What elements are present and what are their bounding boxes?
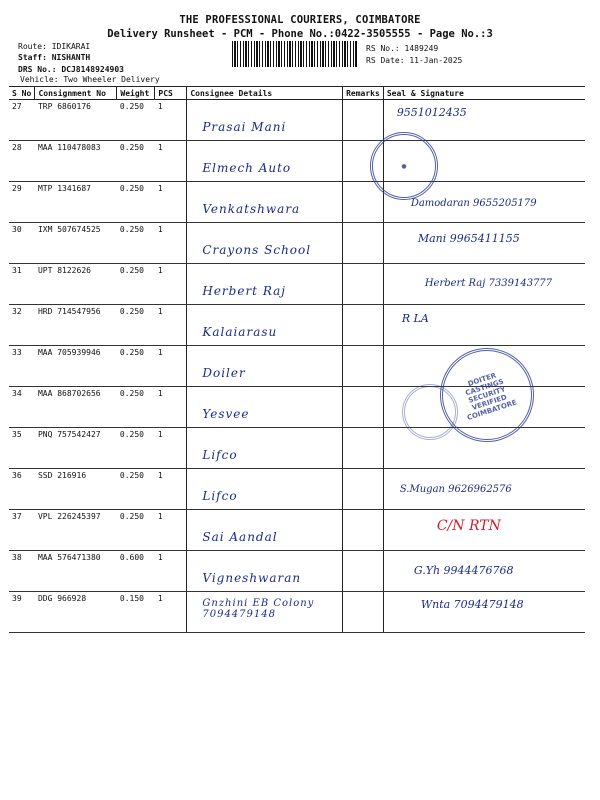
cell-sno: 39 [9,592,35,633]
cell-weight: 0.250 [117,387,155,428]
cell-weight: 0.250 [117,510,155,551]
table-row [9,264,585,305]
staff-label: Staff: NISHANTH [18,53,91,62]
col-consignee-details: Consignee Details [187,87,343,100]
page-subtitle: Delivery Runsheet - PCM - Phone No.:0422-3505555 - Page No.:3 [107,28,493,40]
cell-remarks [343,305,384,346]
cell-consignment-no: MAA 705939946 [35,346,117,387]
signature: Herbert Raj 7339143777 [424,278,553,289]
cell-consignee-details [187,428,343,469]
cell-pcs: 1 [155,551,187,592]
cell-consignee-details [187,346,343,387]
cell-sno: 27 [9,100,35,141]
rs-number: RS No.: 1489249 [366,44,439,53]
vehicle-label: Vehicle: Two Wheeler Delivery [20,75,160,84]
drs-number: DRS No.: DCJ8148924903 [18,65,124,74]
col-sno: S No [9,87,35,100]
consignee-name: Gnzhini EB Colony 7094479148 [202,598,315,620]
consignee-name: Lifco [202,448,238,462]
consignee-name: Venkatshwara [202,202,301,216]
cell-pcs: 1 [155,510,187,551]
cell-consignee-details [187,510,343,551]
cell-remarks [343,592,384,633]
consignee-name: Vigneshwaran [202,571,302,585]
consignee-name: Lifco [202,489,238,503]
table-row [9,592,585,633]
table-row [9,510,585,551]
cell-consignment-no: TRP 6860176 [35,100,117,141]
cell-pcs: 1 [155,428,187,469]
cell-consignment-no: VPL 226245397 [35,510,117,551]
cell-seal-signature [383,264,585,305]
cell-pcs: 1 [155,592,187,633]
cell-consignee-details [187,100,343,141]
cell-remarks [343,387,384,428]
cell-consignee-details [187,141,343,182]
cell-seal-signature [383,551,585,592]
cell-remarks [343,264,384,305]
cell-pcs: 1 [155,387,187,428]
cell-consignee-details [187,182,343,223]
cell-sno: 33 [9,346,35,387]
cell-pcs: 1 [155,182,187,223]
consignee-name: Doiler [202,366,246,380]
cell-sno: 31 [9,264,35,305]
table-row [9,551,585,592]
table-row [9,305,585,346]
signature: Mani 9965411155 [417,232,520,245]
col-pcs: PCS [155,87,187,100]
cell-weight: 0.250 [117,428,155,469]
circular-stamp: ● [370,132,438,200]
stamp-text: DOITER CASTINGS SECURITY VERIFIED COIMBATORE [464,371,518,423]
consignee-name: Herbert Raj [202,284,287,298]
cell-consignment-no: MAA 110478083 [35,141,117,182]
cell-consignee-details [187,223,343,264]
signature: C/N RTN [436,518,501,534]
col-remarks: Remarks [343,87,384,100]
cell-sno: 37 [9,510,35,551]
col-seal-signature: Seal & Signature [383,87,585,100]
cell-remarks [343,100,384,141]
cell-weight: 0.250 [117,223,155,264]
cell-pcs: 1 [155,264,187,305]
consignee-name: Elmech Auto [202,161,292,175]
cell-consignment-no: MAA 576471380 [35,551,117,592]
cell-consignment-no: UPT 8122626 [35,264,117,305]
cell-seal-signature [383,223,585,264]
cell-consignee-details [187,305,343,346]
table-row [9,182,585,223]
cell-seal-signature [383,592,585,633]
signature: R LA [401,312,429,325]
consignee-name: Prasai Mani [202,120,287,134]
cell-pcs: 1 [155,223,187,264]
cell-weight: 0.250 [117,305,155,346]
cell-weight: 0.250 [117,264,155,305]
cell-pcs: 1 [155,469,187,510]
cell-consignment-no: SSD 216916 [35,469,117,510]
table-row [9,141,585,182]
cell-consignment-no: DDG 966928 [35,592,117,633]
cell-seal-signature [383,469,585,510]
cell-consignment-no: MTP 1341687 [35,182,117,223]
cell-weight: 0.250 [117,182,155,223]
cell-weight: 0.250 [117,141,155,182]
cell-remarks [343,223,384,264]
cell-remarks [343,510,384,551]
cell-consignment-no: MAA 868702656 [35,387,117,428]
route-label: Route: IDIKARAI [18,42,91,51]
signature: 9551012435 [396,106,467,119]
cell-weight: 0.600 [117,551,155,592]
barcode [232,41,358,67]
cell-seal-signature [383,305,585,346]
consignee-name: Crayons School [202,243,312,257]
cell-remarks [343,346,384,387]
cell-sno: 34 [9,387,35,428]
consignee-name: Yesvee [202,407,250,421]
cell-seal-signature [383,510,585,551]
cell-sno: 30 [9,223,35,264]
cell-weight: 0.150 [117,592,155,633]
table-row [9,100,585,141]
cell-consignee-details [187,264,343,305]
table-row [9,469,585,510]
rs-date: RS Date: 11-Jan-2025 [366,56,463,65]
cell-pcs: 1 [155,305,187,346]
cell-consignee-details [187,469,343,510]
signature: Damodaran 9655205179 [410,198,537,209]
cell-sno: 35 [9,428,35,469]
signature: Wnta 7094479148 [420,598,524,611]
signature: S.Mugan 9626962576 [399,484,512,495]
cell-consignment-no: PNQ 757542427 [35,428,117,469]
cell-consignment-no: IXM 507674525 [35,223,117,264]
consignee-name: Kalaiarasu [202,325,278,339]
cell-pcs: 1 [155,141,187,182]
cell-sno: 38 [9,551,35,592]
table-row [9,223,585,264]
cell-consignee-details [187,551,343,592]
cell-consignment-no: HRD 714547956 [35,305,117,346]
cell-remarks [343,551,384,592]
col-weight: Weight [117,87,155,100]
table-header-row [9,87,585,100]
cell-remarks [343,428,384,469]
cell-sno: 32 [9,305,35,346]
signature: G.Yh 9944476768 [413,564,514,577]
cell-sno: 36 [9,469,35,510]
cell-weight: 0.250 [117,346,155,387]
cell-weight: 0.250 [117,469,155,510]
cell-consignee-details [187,592,343,633]
page-title: THE PROFESSIONAL COURIERS, COIMBATORE [179,14,421,26]
cell-pcs: 1 [155,346,187,387]
cell-consignee-details [187,387,343,428]
col-consignment-no: Consignment No [35,87,117,100]
cell-remarks [343,469,384,510]
cell-sno: 28 [9,141,35,182]
cell-sno: 29 [9,182,35,223]
consignee-name: Sai Aandal [202,530,278,544]
cell-pcs: 1 [155,100,187,141]
cell-weight: 0.250 [117,100,155,141]
faint-stamp [402,384,458,440]
